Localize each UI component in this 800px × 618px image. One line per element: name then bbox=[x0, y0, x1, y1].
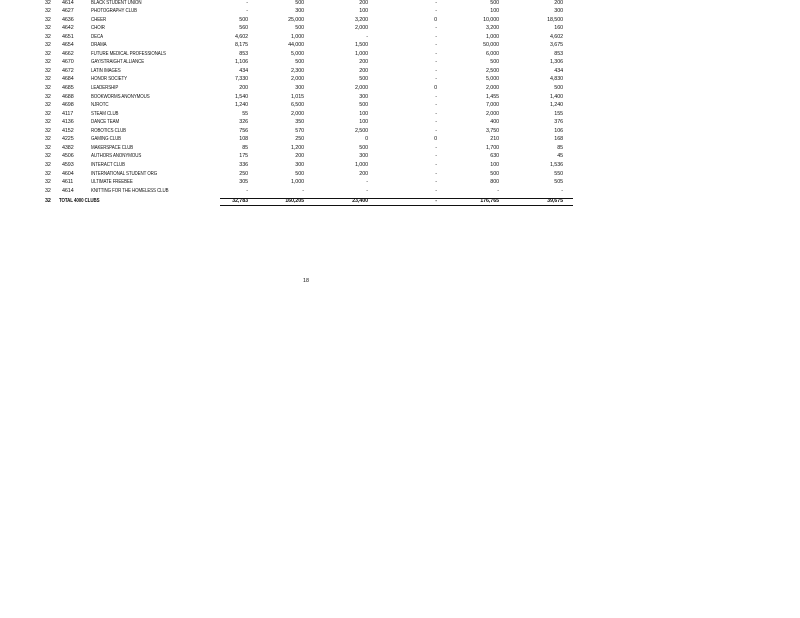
fund-code: 32 bbox=[45, 0, 51, 6]
value-3: 100 bbox=[359, 110, 368, 117]
value-1: 55 bbox=[242, 110, 248, 117]
club-name: CHOIR bbox=[91, 25, 105, 32]
value-6: 3,675 bbox=[550, 42, 563, 49]
table-row bbox=[0, 110, 800, 119]
value-4: - bbox=[435, 33, 437, 40]
club-name: AUTHORS ANONYMOUS bbox=[91, 153, 142, 160]
value-6: 1,536 bbox=[550, 161, 563, 168]
total-value-1: 32,783 bbox=[232, 198, 248, 204]
club-name: KNITTING FOR THE HOMELESS CLUB bbox=[91, 187, 169, 194]
table-row bbox=[0, 75, 800, 84]
value-6: 500 bbox=[554, 85, 563, 91]
table-row bbox=[0, 24, 800, 33]
fund-code: 32 bbox=[45, 144, 51, 151]
value-6: 4,602 bbox=[550, 33, 563, 40]
account-code: 4670 bbox=[62, 59, 74, 66]
value-5: 500 bbox=[490, 59, 499, 66]
value-3: 2,000 bbox=[355, 25, 368, 32]
value-5: 210 bbox=[490, 136, 499, 143]
value-2: 350 bbox=[295, 119, 304, 126]
value-2: 25,000 bbox=[288, 16, 304, 23]
value-1: 1,106 bbox=[235, 59, 248, 66]
fund-code: 32 bbox=[45, 110, 51, 117]
table-row bbox=[0, 170, 800, 179]
table-row bbox=[0, 127, 800, 136]
value-5: 1,000 bbox=[486, 33, 499, 40]
value-6: 85 bbox=[557, 144, 563, 151]
club-name: BOOKWORMS ANONYMOUS bbox=[91, 93, 150, 100]
value-2: 1,000 bbox=[291, 33, 304, 40]
value-3: 200 bbox=[359, 67, 368, 74]
value-5: - bbox=[497, 187, 499, 194]
club-name: LATIN IMAGES bbox=[91, 67, 121, 74]
value-3: 0 bbox=[365, 136, 368, 143]
value-1: 4,602 bbox=[235, 33, 248, 40]
fund-code: 32 bbox=[45, 153, 51, 160]
value-4: - bbox=[435, 42, 437, 49]
table-row bbox=[0, 135, 800, 144]
value-2: 5,000 bbox=[291, 50, 304, 57]
table-row bbox=[0, 50, 800, 59]
fund-code: 32 bbox=[45, 59, 51, 66]
value-6: 853 bbox=[554, 50, 563, 57]
value-3: - bbox=[366, 187, 368, 194]
fund-code: 32 bbox=[45, 102, 51, 109]
value-6: 505 bbox=[554, 179, 563, 186]
value-5: 800 bbox=[490, 179, 499, 186]
account-code: 4651 bbox=[62, 33, 74, 40]
club-name: ROBOTICS CLUB bbox=[91, 127, 127, 134]
value-1: - bbox=[246, 187, 248, 194]
value-6: 200 bbox=[554, 0, 563, 6]
value-1: - bbox=[246, 8, 248, 15]
value-4: - bbox=[435, 25, 437, 32]
table-row bbox=[0, 118, 800, 127]
account-code: 4136 bbox=[62, 119, 74, 126]
account-code: 4642 bbox=[62, 25, 74, 32]
account-code: 4611 bbox=[62, 179, 74, 186]
value-1: 250 bbox=[239, 170, 248, 177]
value-5: 1,700 bbox=[486, 144, 499, 151]
value-6: 106 bbox=[554, 127, 563, 134]
total-fund-code: 32 bbox=[45, 198, 51, 204]
page-number: 18 bbox=[303, 278, 309, 284]
total-value-2: 160,205 bbox=[285, 198, 304, 204]
total-label: TOTAL 4000 CLUBS bbox=[59, 198, 100, 204]
fund-code: 32 bbox=[45, 76, 51, 83]
table-row bbox=[0, 187, 800, 196]
value-4: - bbox=[435, 187, 437, 194]
account-code: 4654 bbox=[62, 42, 74, 49]
account-code: 4698 bbox=[62, 102, 74, 109]
value-4: - bbox=[435, 179, 437, 186]
total-value-3: 23,400 bbox=[352, 198, 368, 204]
account-code: 4117 bbox=[62, 110, 74, 117]
table-row bbox=[0, 67, 800, 76]
value-6: 155 bbox=[554, 110, 563, 117]
account-code: 4614 bbox=[62, 187, 74, 194]
value-1: 8,175 bbox=[235, 42, 248, 49]
value-5: 2,000 bbox=[486, 110, 499, 117]
value-5: 500 bbox=[490, 170, 499, 177]
value-1: 1,240 bbox=[235, 102, 248, 109]
value-1: 1,540 bbox=[235, 93, 248, 100]
value-2: 500 bbox=[295, 0, 304, 6]
value-6: 18,500 bbox=[547, 16, 563, 23]
value-4: - bbox=[435, 67, 437, 74]
value-3: 1,000 bbox=[355, 161, 368, 168]
club-name: GAMING CLUB bbox=[91, 136, 122, 143]
value-4: - bbox=[435, 0, 437, 6]
total-value-6: 39,675 bbox=[547, 198, 563, 204]
value-3: 100 bbox=[359, 8, 368, 15]
account-code: 4662 bbox=[62, 50, 74, 57]
value-4: 0 bbox=[434, 16, 437, 23]
value-6: 376 bbox=[554, 119, 563, 126]
account-code: 4604 bbox=[62, 170, 74, 177]
value-2: 300 bbox=[295, 8, 304, 15]
club-name: LEADERSHIP bbox=[91, 85, 119, 91]
value-4: - bbox=[435, 170, 437, 177]
table-row bbox=[0, 93, 800, 102]
club-name: FUTURE MEDICAL PROFESSIONALS bbox=[91, 50, 166, 57]
account-code: 4225 bbox=[62, 136, 74, 143]
table-row bbox=[0, 33, 800, 42]
fund-code: 32 bbox=[45, 50, 51, 57]
table-row bbox=[0, 101, 800, 110]
value-4: - bbox=[435, 144, 437, 151]
value-6: 168 bbox=[554, 136, 563, 143]
value-1: - bbox=[246, 0, 248, 6]
value-5: 3,750 bbox=[486, 127, 499, 134]
value-1: 336 bbox=[239, 161, 248, 168]
value-6: 300 bbox=[554, 8, 563, 15]
value-5: 2,000 bbox=[486, 85, 499, 91]
table-row bbox=[0, 152, 800, 161]
value-6: 160 bbox=[554, 25, 563, 32]
fund-code: 32 bbox=[45, 67, 51, 74]
value-4: - bbox=[435, 59, 437, 66]
value-2: 250 bbox=[295, 136, 304, 143]
value-6: 4,830 bbox=[550, 76, 563, 83]
fund-code: 32 bbox=[45, 8, 51, 15]
value-3: 200 bbox=[359, 0, 368, 6]
value-2: - bbox=[302, 187, 304, 194]
fund-code: 32 bbox=[45, 179, 51, 186]
value-2: 6,500 bbox=[291, 102, 304, 109]
value-3: 200 bbox=[359, 170, 368, 177]
value-4: - bbox=[435, 8, 437, 15]
value-3: 1,500 bbox=[355, 42, 368, 49]
value-6: 550 bbox=[554, 170, 563, 177]
value-3: 300 bbox=[359, 93, 368, 100]
value-1: 108 bbox=[239, 136, 248, 143]
value-1: 326 bbox=[239, 119, 248, 126]
value-2: 44,000 bbox=[288, 42, 304, 49]
value-4: - bbox=[435, 50, 437, 57]
value-6: 45 bbox=[557, 153, 563, 160]
value-5: 100 bbox=[490, 8, 499, 15]
value-5: 500 bbox=[490, 0, 499, 6]
table-row bbox=[0, 161, 800, 170]
value-1: 500 bbox=[239, 16, 248, 23]
value-6: - bbox=[561, 187, 563, 194]
account-code: 4382 bbox=[62, 144, 74, 151]
account-code: 4684 bbox=[62, 76, 74, 83]
value-5: 7,000 bbox=[486, 102, 499, 109]
value-2: 200 bbox=[295, 153, 304, 160]
value-3: 100 bbox=[359, 119, 368, 126]
value-2: 1,000 bbox=[291, 179, 304, 186]
table-row bbox=[0, 16, 800, 25]
value-5: 50,000 bbox=[483, 42, 499, 49]
value-4: - bbox=[435, 119, 437, 126]
club-name: DRAMA bbox=[91, 42, 107, 49]
value-5: 1,455 bbox=[486, 93, 499, 100]
value-5: 3,200 bbox=[486, 25, 499, 32]
fund-code: 32 bbox=[45, 93, 51, 100]
value-1: 7,330 bbox=[235, 76, 248, 83]
table-row bbox=[0, 41, 800, 50]
value-3: - bbox=[366, 33, 368, 40]
table-row bbox=[0, 58, 800, 67]
value-2: 500 bbox=[295, 59, 304, 66]
club-name: ULTIMATE FREEBEE bbox=[91, 179, 133, 186]
fund-code: 32 bbox=[45, 170, 51, 177]
account-code: 4506 bbox=[62, 153, 74, 160]
account-code: 4685 bbox=[62, 85, 74, 91]
fund-code: 32 bbox=[45, 85, 51, 91]
table-row bbox=[0, 144, 800, 153]
fund-code: 32 bbox=[45, 136, 51, 143]
fund-code: 32 bbox=[45, 33, 51, 40]
value-4: - bbox=[435, 161, 437, 168]
value-5: 5,000 bbox=[486, 76, 499, 83]
value-3: 500 bbox=[359, 76, 368, 83]
value-1: 85 bbox=[242, 144, 248, 151]
club-name: INTERNATIONAL STUDENT ORG bbox=[91, 170, 158, 177]
club-name: MAKERSPACE CLUB bbox=[91, 144, 134, 151]
value-2: 2,300 bbox=[291, 67, 304, 74]
value-5: 6,000 bbox=[486, 50, 499, 57]
fund-code: 32 bbox=[45, 127, 51, 134]
value-6: 434 bbox=[554, 67, 563, 74]
value-1: 560 bbox=[239, 25, 248, 32]
value-3: 3,200 bbox=[355, 16, 368, 23]
value-4: - bbox=[435, 127, 437, 134]
value-4: - bbox=[435, 93, 437, 100]
value-1: 175 bbox=[239, 153, 248, 160]
club-name: INTERACT CLUB bbox=[91, 161, 125, 168]
value-2: 300 bbox=[295, 85, 304, 91]
value-3: 2,500 bbox=[355, 127, 368, 134]
table-row bbox=[0, 178, 800, 187]
fund-code: 32 bbox=[45, 16, 51, 23]
value-2: 1,015 bbox=[291, 93, 304, 100]
value-3: 500 bbox=[359, 102, 368, 109]
club-name: DECA bbox=[91, 33, 103, 40]
fund-code: 32 bbox=[45, 187, 51, 194]
club-name: DANCE TEAM bbox=[91, 119, 120, 126]
club-name: BLACK STUDENT UNION bbox=[91, 0, 142, 6]
account-code: 4152 bbox=[62, 127, 74, 134]
fund-code: 32 bbox=[45, 119, 51, 126]
account-code: 4672 bbox=[62, 67, 74, 74]
value-1: 305 bbox=[239, 179, 248, 186]
value-6: 1,240 bbox=[550, 102, 563, 109]
value-1: 756 bbox=[239, 127, 248, 134]
fund-code: 32 bbox=[45, 25, 51, 32]
value-1: 434 bbox=[239, 67, 248, 74]
value-4: 0 bbox=[434, 85, 437, 91]
value-6: 1,400 bbox=[550, 93, 563, 100]
fund-code: 32 bbox=[45, 161, 51, 168]
account-code: 4636 bbox=[62, 16, 74, 23]
account-code: 4614 bbox=[62, 0, 74, 6]
value-3: 2,000 bbox=[355, 85, 368, 91]
fund-code: 32 bbox=[45, 42, 51, 49]
value-2: 570 bbox=[295, 127, 304, 134]
club-name: STEAM CLUB bbox=[91, 110, 119, 117]
value-4: - bbox=[435, 102, 437, 109]
value-3: 200 bbox=[359, 59, 368, 66]
club-name: HONOR SOCIETY bbox=[91, 76, 128, 83]
club-name: NJROTC bbox=[91, 102, 109, 109]
value-4: - bbox=[435, 110, 437, 117]
value-3: 300 bbox=[359, 153, 368, 160]
value-3: 1,000 bbox=[355, 50, 368, 57]
value-5: 2,500 bbox=[486, 67, 499, 74]
table-row bbox=[0, 84, 800, 93]
total-value-4: - bbox=[435, 198, 437, 204]
account-code: 4688 bbox=[62, 93, 74, 100]
value-2: 300 bbox=[295, 161, 304, 168]
table-row bbox=[0, 0, 800, 7]
value-4: - bbox=[435, 76, 437, 83]
value-4: 0 bbox=[434, 136, 437, 143]
value-5: 630 bbox=[490, 153, 499, 160]
value-2: 2,000 bbox=[291, 76, 304, 83]
value-2: 2,000 bbox=[291, 110, 304, 117]
account-code: 4593 bbox=[62, 161, 74, 168]
value-2: 500 bbox=[295, 25, 304, 32]
account-code: 4627 bbox=[62, 8, 74, 15]
value-3: 500 bbox=[359, 144, 368, 151]
value-4: - bbox=[435, 153, 437, 160]
value-6: 1,306 bbox=[550, 59, 563, 66]
value-2: 500 bbox=[295, 170, 304, 177]
table-row bbox=[0, 7, 800, 16]
value-3: - bbox=[366, 179, 368, 186]
value-5: 10,000 bbox=[483, 16, 499, 23]
value-2: 1,200 bbox=[291, 144, 304, 151]
club-name: GAY/STRAIGHT ALLIANCE bbox=[91, 59, 145, 66]
club-name: CHEER bbox=[91, 16, 107, 23]
club-name: PHOTOGRAPHY CLUB bbox=[91, 8, 137, 15]
total-bottom-rule bbox=[220, 205, 573, 206]
value-1: 200 bbox=[239, 85, 248, 91]
value-5: 100 bbox=[490, 161, 499, 168]
value-5: 400 bbox=[490, 119, 499, 126]
value-1: 853 bbox=[239, 50, 248, 57]
total-value-5: 176,765 bbox=[480, 198, 499, 204]
